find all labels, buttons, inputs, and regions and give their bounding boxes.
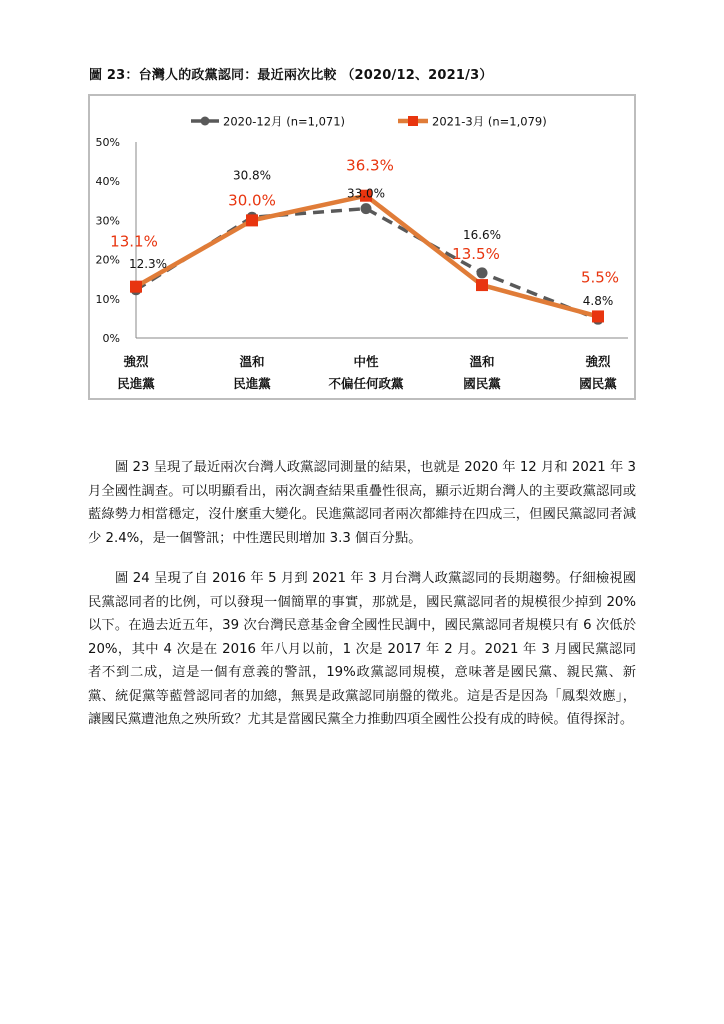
x-tick-label-line1: 溫和 <box>239 354 265 369</box>
series-2021-3-data-label: 36.3% <box>346 156 394 175</box>
series-2020-12-data-label: 30.8% <box>232 168 272 183</box>
series-2021-3-point <box>130 281 142 293</box>
y-tick-label: 20% <box>95 253 120 267</box>
x-tick-label-line2: 民進黨 <box>117 376 155 391</box>
figure-title: 圖 23：台灣人的政黨認同：最近兩次比較 （2020/12、2021/3） <box>89 68 493 83</box>
series-2020-12-data-label: 12.3% <box>128 256 168 271</box>
x-tick-label-line2: 民進黨 <box>233 376 271 391</box>
series-2020-12-line <box>136 209 598 320</box>
series-2020-12-data-label: 16.6% <box>462 227 502 242</box>
y-tick-label: 30% <box>95 214 120 228</box>
x-tick-label-line2: 不偏任何政黨 <box>328 376 404 391</box>
body-paragraph-2: 圖 24 呈現了自 2016 年 5 月到 2021 年 3 月台灣人政黨認同的長期趨勢。仔細檢視國民黨認同者的比例，可以發現一個簡單的事實，那就是，國民黨認同者的規模很少掉到 20%以下。在過去近五年，39 次台灣民意基金會全國性民調中，國民黨認同者規模只有 6 次低於 20%，其中 4 次是在 2016 年八月以前，1 次是 2017 年 2 月。2021 年 3 月國民黨認同者不到二成，這是一個有意義的警訊，19%政黨認同規模，意味著是國民黨、親民黨、新黨、統促黨等藍營認同者的加總，無異是政黨認同崩盤的徵兆。這是否是因為「鳳梨效應」，讓國民黨遭池魚之殃所致？尤其是當國民黨全力推動四項全國性公投有成的時候。值得探討。 <box>88 571 636 727</box>
x-tick-label-line2: 國民黨 <box>579 376 617 391</box>
legend-2021-3-label: 2021-3月 (n=1,079) <box>432 114 547 129</box>
series-2020-12-point <box>361 203 372 214</box>
y-tick-label: 50% <box>95 136 120 149</box>
line-chart <box>88 94 636 400</box>
legend-2021-3-swatch-marker <box>408 116 418 126</box>
x-tick-label-line1: 中性 <box>353 354 379 369</box>
series-2021-3-data-label: 30.0% <box>228 191 276 210</box>
chart-svg <box>90 96 634 398</box>
series-2020-12-data-label: 4.8% <box>582 294 614 309</box>
y-tick-label: 0% <box>102 332 120 345</box>
series-2021-3-data-label: 13.1% <box>110 232 158 251</box>
series-2021-3-data-label: 13.5% <box>452 245 500 264</box>
x-tick-label-line1: 強烈 <box>123 354 149 369</box>
x-tick-label-line1: 強烈 <box>585 354 611 369</box>
body-paragraph-1: 圖 23 呈現了最近兩次台灣人政黨認同測量的結果，也就是 2020 年 12 月和 2021 年 3 月全國性調查。可以明顯看出，兩次調查結果重疊性很高，顯示近期台灣人的主要政黨認同或藍綠勢力相當穩定，沒什麼重大變化。民進黨認同者兩次都維持在四成三，但國民黨認同者減少 2.4%，是一個警訊；中性選民則增加 3.3 個百分點。 <box>88 460 636 546</box>
legend-2020-12-label: 2020-12月 (n=1,071) <box>223 114 346 129</box>
series-2021-3-data-label: 5.5% <box>580 268 620 287</box>
series-2021-3-point <box>476 279 488 291</box>
series-2020-12-data-label: 33.0% <box>346 186 386 201</box>
series-2021-3-point <box>246 214 258 226</box>
series-2021-3-point <box>592 310 604 322</box>
y-tick-label: 10% <box>95 292 120 306</box>
legend-2020-12-swatch-marker <box>201 117 210 126</box>
x-tick-label-line2: 國民黨 <box>463 376 501 391</box>
series-2020-12-point <box>477 267 488 278</box>
y-tick-label: 40% <box>95 175 120 189</box>
x-tick-label-line1: 溫和 <box>469 354 495 369</box>
